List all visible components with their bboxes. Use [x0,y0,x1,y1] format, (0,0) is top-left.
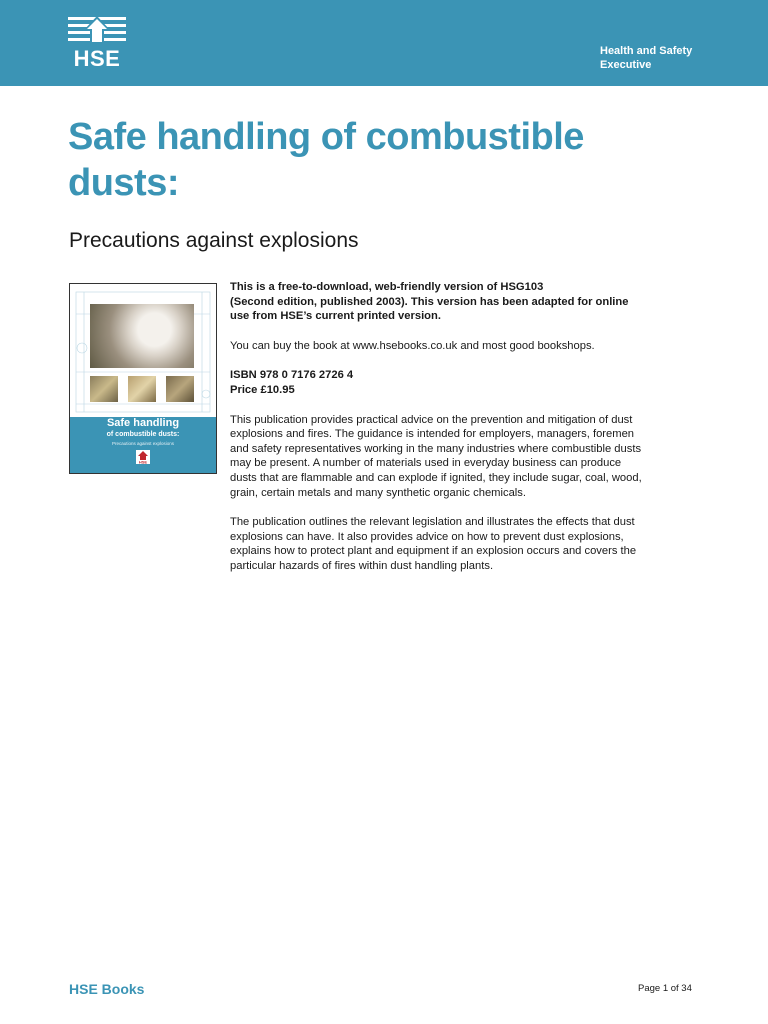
cover-thumbnail-2 [128,376,156,402]
para2-line-1: The publication outlines the relevant legislation and illustrates the effects that dust [230,516,635,529]
para1-line-1: This publication provides practical advice on the prevention and mitigation of dust [230,413,633,426]
price-text: Price £10.95 [230,383,295,396]
book-cover-image [69,283,217,474]
org-name-line2: Executive [600,59,652,71]
para2-line-2: explosions can have. It also provides advice on how to prevent dust explosions, [230,530,624,543]
cover-hse-logo-icon [136,450,150,464]
isbn-text: ISBN 978 0 7176 2726 4 [230,369,354,382]
intro-line-2: (Second edition, published 2003). This version has been adapted for online [230,295,629,308]
isbn-price-block [230,368,700,397]
cover-explosion-photo [90,304,194,368]
cover-title: Safe handling [106,417,180,429]
document-title [68,114,708,206]
intro-line-3: use from HSE’s current printed version. [230,310,441,323]
footer-publisher: HSE Books [69,981,145,997]
organisation-name [600,44,692,72]
title-line2: dusts: [68,162,179,204]
intro-paragraph [230,280,700,324]
cover-thumbnail-1 [90,376,118,402]
para2-line-3: explains how to protect plant and equipment if an explosion occurs and covers the [230,545,637,558]
para2-line-4: particular hazards of fires within dust handling plants. [230,559,494,572]
title-line1: Safe handling of combustible [68,116,584,158]
para1-line-6: grain, certain metals and many synthetic organic chemicals. [230,486,526,499]
cover-subtitle: of combustible dusts: [106,431,180,438]
main-text-column [230,280,700,589]
para1-line-2: explosions and fires. The guidance is intended for employers, managers, foremen [230,428,635,441]
buy-paragraph: You can buy the book at www.hsebooks.co.uk and most good bookshops. [230,339,595,352]
cover-thumbnail-3 [166,376,194,402]
cover-tagline: Precautions against explosions [111,441,175,446]
description-paragraph-1 [230,413,700,501]
description-paragraph-2 [230,515,700,573]
para1-line-5: dusts that are flammable and can explode if ignited, they include sugar, coal, wood, [230,471,642,484]
intro-line-1: This is a free-to-download, web-friendly version of HSG103 [230,281,544,293]
document-subtitle: Precautions against explosions [69,229,359,252]
para1-line-3: and safety representatives working in the many industries where combustible dusts [230,442,642,455]
header-bar [0,0,768,86]
page-number: Page 1 of 34 [638,983,692,994]
para1-line-4: may be present. A number of materials used in everyday business can produce [230,457,622,470]
cover-logo-text: HSE [138,459,148,464]
org-name-line1: Health and Safety [600,45,693,57]
hse-logo-text: HSE [73,46,121,71]
